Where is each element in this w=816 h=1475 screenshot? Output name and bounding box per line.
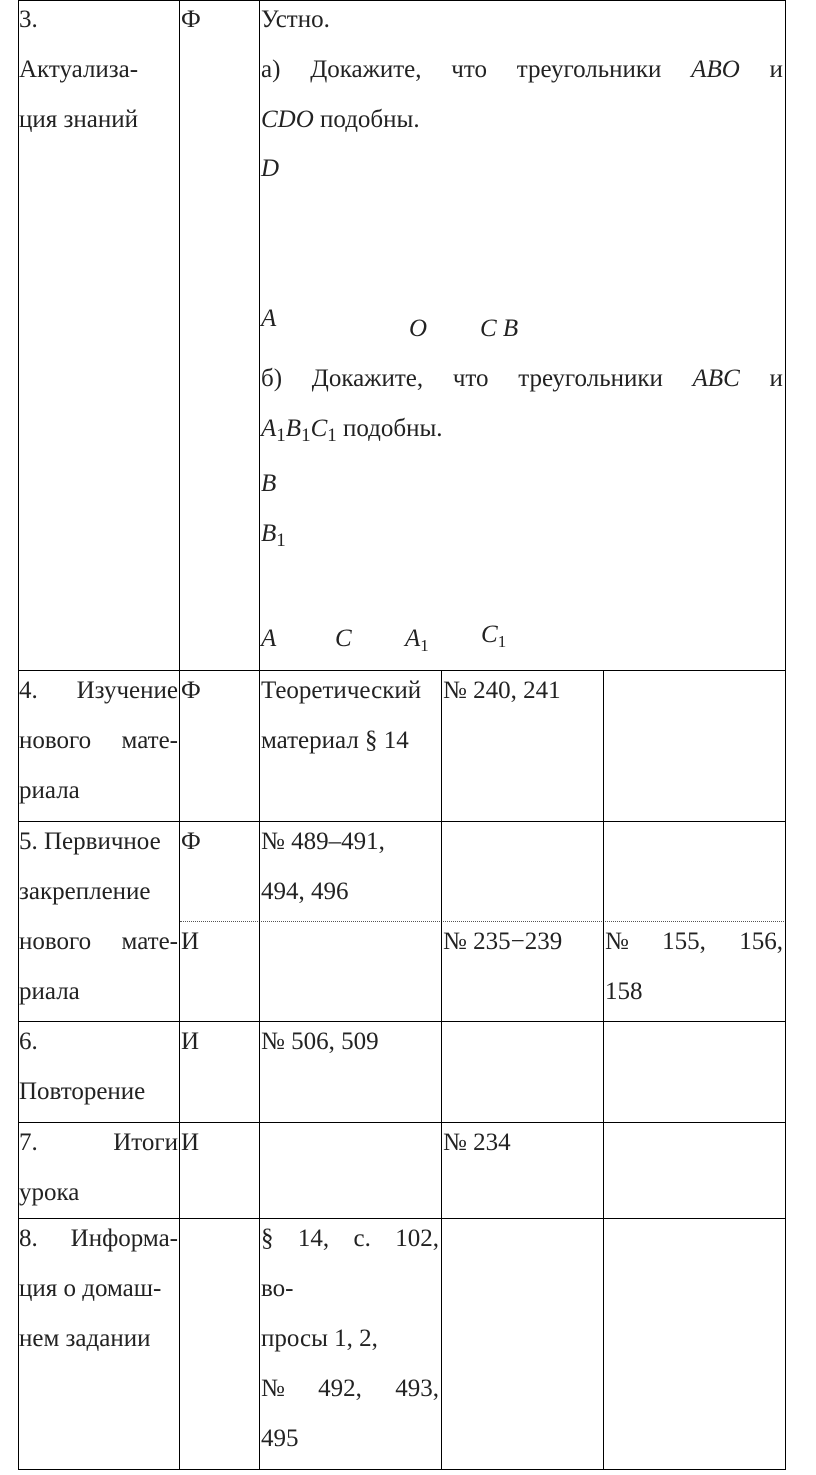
- homework-text: §: [261, 1225, 274, 1252]
- stage-line: [19, 728, 178, 753]
- task-a-word: подобны.: [320, 106, 420, 133]
- stage-number: 7.: [19, 1129, 38, 1156]
- form-cell: Ф: [181, 828, 201, 855]
- homework-text: во-: [261, 1275, 294, 1302]
- row-border-bottom: [18, 1469, 786, 1470]
- task-b-word: треугольники: [518, 365, 663, 392]
- stage-number: 3.: [19, 6, 38, 33]
- homework-text: 102,: [395, 1225, 439, 1252]
- oral-label: Устно.: [261, 6, 330, 33]
- homework-text: 495: [261, 1425, 299, 1452]
- form-cell: И: [181, 1129, 200, 1156]
- row-border-7-8: [18, 1218, 786, 1219]
- row-border-3-4: [18, 670, 786, 671]
- form-cell: Ф: [181, 6, 201, 33]
- task-b-word: подобны.: [343, 415, 443, 442]
- stage-number: 8.: [19, 1225, 38, 1252]
- task-a-word: Докажите,: [310, 56, 422, 83]
- stage-text: Информа-: [70, 1225, 178, 1252]
- exercise-numbers: 494, 496: [261, 878, 349, 905]
- row-border-6-7: [18, 1122, 786, 1123]
- figure-a-point-o: O: [409, 315, 428, 342]
- stage-text: Повторение: [19, 1078, 146, 1105]
- homework-text: 492,: [318, 1375, 362, 1402]
- exercise-line: [605, 929, 783, 954]
- task-b-line2: [261, 415, 443, 446]
- form-cell: И: [181, 1028, 200, 1055]
- exercise-numbers: 155,: [662, 928, 706, 955]
- homework-line: [261, 1376, 439, 1401]
- task-b-word: и: [769, 365, 783, 392]
- figure-a-point-a: A: [261, 305, 277, 332]
- stage-text: нового: [19, 928, 92, 955]
- subscript: 1: [497, 632, 507, 651]
- figure-b-point-c: C: [335, 625, 352, 652]
- figure-b-point-b: B: [261, 470, 277, 497]
- stage-line: [19, 678, 178, 703]
- stage-text: Итоги: [113, 1129, 178, 1156]
- task-b-line1: [261, 366, 783, 391]
- stage-number: 6.: [19, 1028, 38, 1055]
- content-text: Теоретический: [261, 677, 422, 704]
- col-border-2: [259, 0, 260, 1470]
- triangle-label: CDO: [261, 106, 314, 133]
- subscript: 1: [276, 530, 286, 551]
- task-a-word: и: [769, 56, 783, 83]
- col-border-right: [785, 0, 786, 1470]
- vertex-label: B: [285, 415, 302, 442]
- homework-line: [261, 1226, 439, 1251]
- task-a-word: треугольники: [516, 56, 662, 83]
- task-b-word: что: [452, 365, 489, 392]
- col-border-4: [603, 670, 604, 1470]
- exercise-numbers: №: [605, 928, 629, 955]
- homework-text: №: [261, 1375, 285, 1402]
- vertex-label: C: [481, 621, 498, 648]
- stage-text: нового: [19, 727, 92, 754]
- subscript: 1: [327, 425, 337, 446]
- stage-text: 5. Первичное: [19, 828, 161, 855]
- stage-line: [19, 1130, 178, 1155]
- content-text: материал § 14: [261, 727, 409, 754]
- figure-a-points-cb: C B: [480, 315, 519, 342]
- row-border-5-6: [18, 1021, 786, 1022]
- subscript: 1: [301, 425, 311, 446]
- stage-text: ция знаний: [19, 106, 138, 133]
- form-cell: И: [181, 928, 200, 955]
- exercise-numbers: № 240, 241: [443, 677, 561, 704]
- stage-number: 4.: [19, 677, 38, 704]
- exercise-numbers: № 489–491,: [261, 828, 385, 855]
- task-b-word: Докажите,: [311, 365, 424, 392]
- row-border-top: [18, 0, 786, 1]
- figure-b-point-a: A: [261, 625, 277, 652]
- stage-text: риала: [19, 777, 80, 804]
- exercise-numbers: № 234: [443, 1129, 511, 1156]
- figure-a-point-d: D: [261, 155, 280, 182]
- subscript: 1: [420, 636, 429, 655]
- stage-text: урока: [19, 1179, 80, 1206]
- stage-text: Актуализа-: [19, 56, 139, 83]
- stage-text: мате-: [121, 727, 178, 754]
- homework-text: просы 1, 2,: [261, 1325, 378, 1352]
- row-divider-dotted: [180, 921, 786, 922]
- stage-text: закрепление: [19, 878, 151, 905]
- stage-text: ция о домаш-: [19, 1275, 162, 1302]
- stage-line: [19, 1226, 178, 1251]
- triangle-label: ABC: [692, 365, 740, 392]
- row-border-4-5: [18, 821, 786, 822]
- task-a-word: а): [261, 56, 281, 83]
- homework-text: с.: [353, 1225, 371, 1252]
- task-a-line1: [261, 57, 783, 82]
- homework-text: 493,: [395, 1375, 439, 1402]
- figure-b-point-b1: [261, 520, 286, 551]
- form-cell: Ф: [181, 677, 201, 704]
- vertex-label: A: [261, 415, 277, 442]
- stage-text: риала: [19, 978, 80, 1005]
- exercise-numbers: № 235−239: [443, 928, 563, 955]
- task-a-line2: [261, 107, 420, 132]
- vertex-label: B: [261, 520, 277, 547]
- vertex-label: A: [405, 625, 421, 652]
- task-a-word: что: [451, 56, 487, 83]
- triangle-label: ABO: [691, 56, 740, 83]
- stage-line: [19, 929, 178, 954]
- col-border-1: [179, 0, 180, 1470]
- stage-text: нем задании: [19, 1325, 151, 1352]
- task-b-word: б): [261, 365, 283, 392]
- figure-b-point-a1: [405, 625, 429, 655]
- homework-text: 14,: [297, 1225, 330, 1252]
- stage-text: мате-: [121, 928, 178, 955]
- stage-text: Изучение: [76, 677, 178, 704]
- col-border-3: [441, 670, 442, 1470]
- subscript: 1: [276, 425, 286, 446]
- vertex-label: C: [310, 415, 328, 442]
- exercise-numbers: № 506, 509: [261, 1028, 379, 1055]
- exercise-numbers: 156,: [739, 928, 783, 955]
- figure-b-point-c1: [481, 621, 507, 651]
- exercise-numbers: 158: [605, 978, 643, 1005]
